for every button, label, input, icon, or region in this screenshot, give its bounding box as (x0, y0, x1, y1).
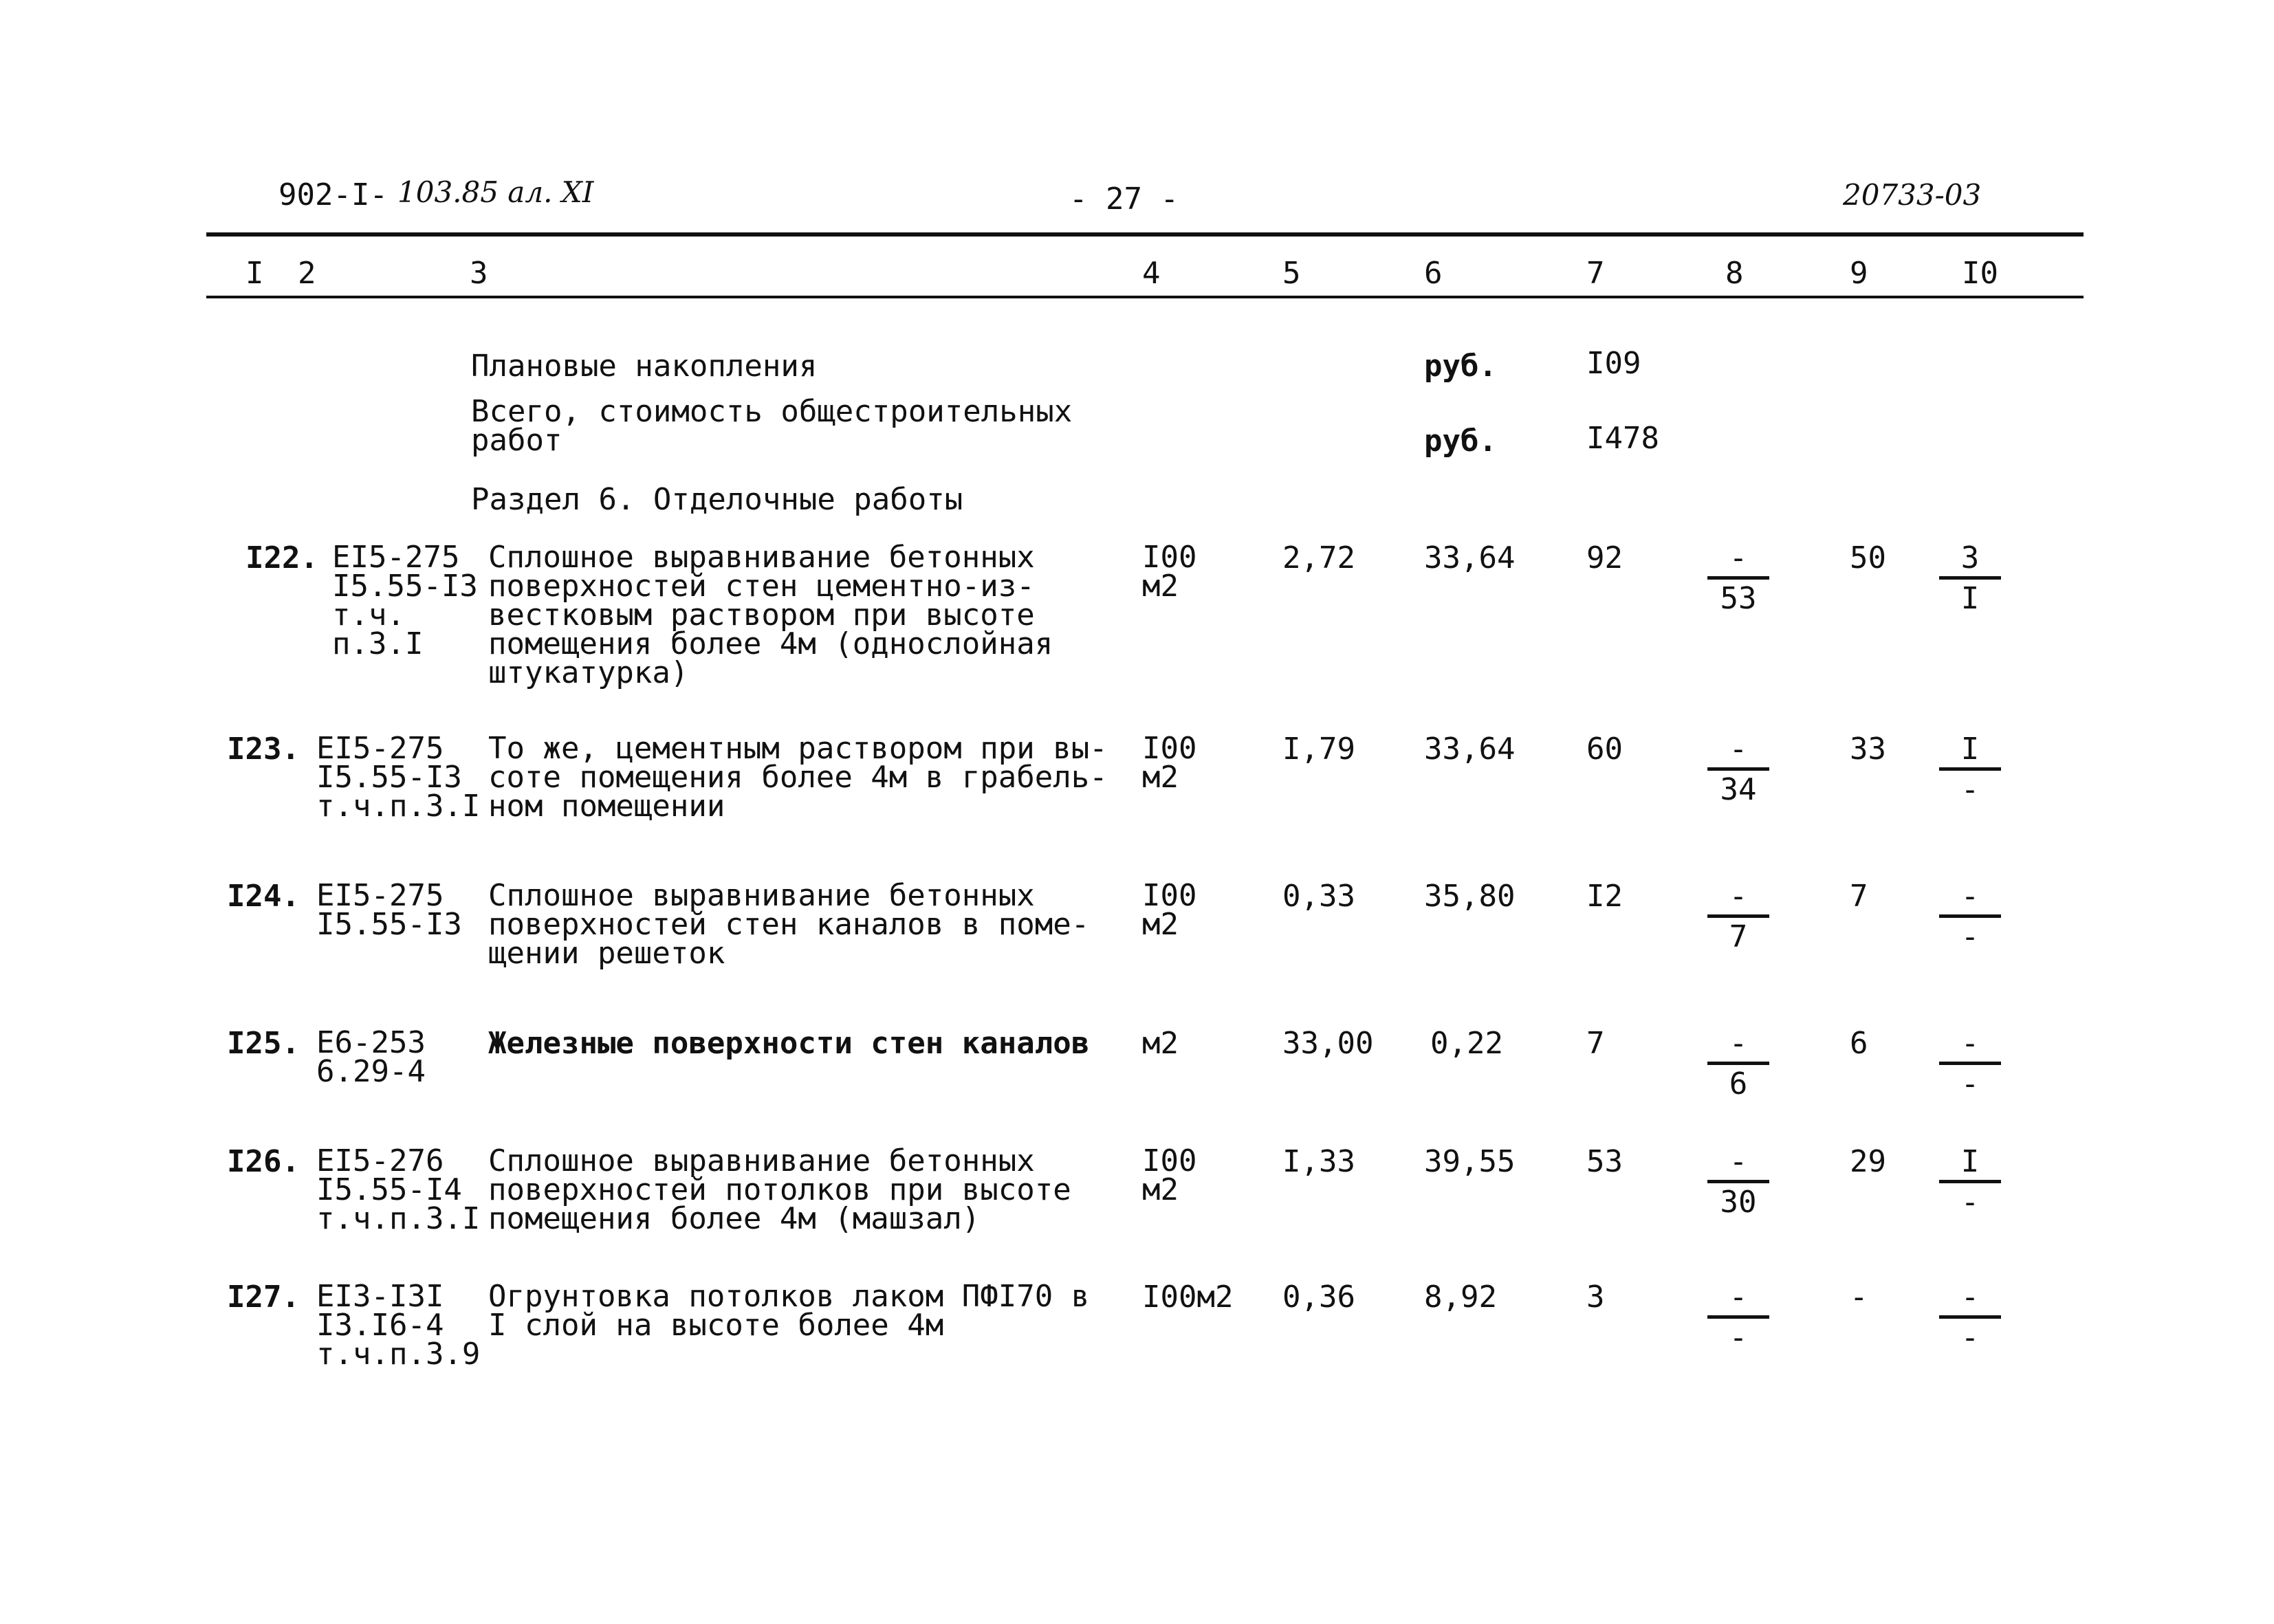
row-col8-fraction (1707, 1144, 1769, 1220)
col-header-7: 7 (1586, 256, 1605, 291)
fraction-top: - (1729, 1280, 1748, 1315)
fraction-bottom: - (1729, 1320, 1748, 1355)
fraction-bottom: - (1960, 772, 1980, 807)
row-description: Сплошное выравнивание бетонных поверхностей стен цементно-из- вестковым раствором при высоте помещения более 4м (однослойная штукатурка) (488, 540, 1053, 690)
doc-code-handwritten: 103.85 ал. XI (397, 175, 594, 209)
row-col9: 50 (1850, 540, 1886, 575)
row-description: То же, цементным раствором при вы- соте помещения более 4м в грабель- ном помещении (488, 731, 1108, 824)
col-header-6: 6 (1424, 256, 1443, 291)
row-description: Сплошное выравнивание бетонных поверхностей стен каналов в поме- щении решеток (488, 878, 1090, 971)
row-description: Железные поверхности стен каналов (488, 1026, 1090, 1061)
row-total: 7 (1586, 1026, 1605, 1061)
fraction-bar (1707, 576, 1769, 580)
row-unit-price: 33,64 (1424, 732, 1516, 767)
row-col9: 33 (1850, 732, 1886, 767)
row-code: EI5-276 I5.55-I4 т.ч.п.3.I (316, 1143, 481, 1236)
row-col10-fraction (1939, 1282, 2001, 1353)
fraction-top: - (1960, 1026, 1980, 1061)
fraction-bar (1939, 576, 2001, 580)
row-col10-fraction (1939, 881, 2001, 952)
summary-unit-1: руб. (1424, 349, 1497, 384)
fraction-bottom: - (1960, 1320, 1980, 1355)
fraction-top: - (1729, 540, 1748, 575)
row-col9: - (1850, 1280, 1868, 1315)
summary-name-2: Всего, стоимость общестроительных работ (471, 394, 1073, 458)
row-col8-fraction (1707, 1282, 1769, 1353)
row-unit-price: 35,80 (1424, 879, 1516, 914)
row-number: I22. (245, 540, 318, 575)
fraction-bar (1707, 1062, 1769, 1065)
col-header-3: 3 (470, 256, 488, 291)
row-code: EI5-275 I5.55-I3 (316, 878, 462, 942)
row-code: EI3-I3I I3.I6-4 т.ч.п.3.9 (316, 1279, 481, 1372)
row-col8-fraction (1707, 540, 1769, 616)
fraction-top: - (1729, 1144, 1748, 1179)
fraction-top: - (1960, 1280, 1980, 1315)
row-unit-price: 39,55 (1424, 1144, 1516, 1179)
row-col8-fraction (1707, 1026, 1769, 1101)
fraction-bottom: - (1960, 1185, 1980, 1220)
row-number: I25. (227, 1026, 300, 1061)
row-col8-fraction (1707, 734, 1769, 805)
col-header-2: 2 (298, 256, 316, 291)
fraction-top: 3 (1960, 540, 1980, 575)
fraction-top: - (1960, 879, 1980, 914)
fraction-bar (1939, 1315, 2001, 1319)
fraction-bar (1939, 914, 2001, 918)
fraction-bottom: 6 (1729, 1066, 1748, 1101)
row-unit-price: 0,22 (1430, 1026, 1503, 1061)
doc-code-printed: 902-I- (278, 177, 388, 212)
row-quantity: I,79 (1282, 732, 1355, 767)
col-header-9: 9 (1850, 256, 1868, 291)
fraction-bar (1707, 914, 1769, 918)
row-total: 3 (1586, 1280, 1605, 1315)
row-unit: I00 м2 (1142, 1143, 1197, 1207)
fraction-bottom: - (1960, 919, 1980, 954)
fraction-top: I (1960, 732, 1980, 767)
row-unit: I00м2 (1142, 1280, 1234, 1315)
row-unit-price: 8,92 (1424, 1280, 1497, 1315)
section-title: Раздел 6. Отделочные работы (471, 482, 963, 517)
fraction-bar (1939, 767, 2001, 771)
summary-value-2: I478 (1586, 421, 1659, 456)
row-unit: I00 м2 (1142, 878, 1197, 942)
row-col8-fraction (1707, 881, 1769, 952)
summary-value-1: I09 (1586, 346, 1641, 381)
fraction-bottom: 7 (1729, 919, 1748, 954)
fraction-bar (1939, 1180, 2001, 1183)
fraction-bottom: I (1960, 581, 1980, 616)
row-total: I2 (1586, 879, 1623, 914)
fraction-bar (1707, 767, 1769, 771)
fraction-bottom: - (1960, 1066, 1980, 1101)
col-header-4: 4 (1142, 256, 1161, 291)
header-top-rule (206, 232, 2084, 237)
row-col10-fraction (1939, 734, 2001, 805)
fraction-bottom: 53 (1720, 581, 1757, 616)
row-quantity: 0,33 (1282, 879, 1355, 914)
row-code: EI5-275 I5.55-I3 т.ч.п.3.I (316, 731, 481, 824)
fraction-bar (1707, 1180, 1769, 1183)
row-col9: 7 (1850, 879, 1868, 914)
fraction-bar (1707, 1315, 1769, 1319)
doc-number: 20733-03 (1843, 178, 1982, 212)
row-total: 53 (1586, 1144, 1623, 1179)
fraction-top: I (1960, 1144, 1980, 1179)
row-quantity: 0,36 (1282, 1280, 1355, 1315)
row-description: Огрунтовка потолков лаком ПФI70 в I слой на высоте более 4м (488, 1279, 1090, 1343)
summary-unit-2: руб. (1424, 424, 1497, 459)
col-header-8: 8 (1725, 256, 1744, 291)
row-col9: 6 (1850, 1026, 1868, 1061)
row-number: I24. (227, 879, 300, 914)
row-total: 60 (1586, 732, 1623, 767)
fraction-bar (1939, 1062, 2001, 1065)
row-total: 92 (1586, 540, 1623, 575)
fraction-bottom: 34 (1720, 772, 1757, 807)
row-description: Сплошное выравнивание бетонных поверхностей потолков при высоте помещения более 4м (машзал) (488, 1143, 1071, 1236)
row-code: E6-253 6.29-4 (316, 1025, 426, 1089)
col-header-10: I0 (1962, 256, 1998, 291)
col-header-1: I (245, 256, 264, 291)
header-bottom-rule (206, 296, 2084, 298)
row-col9: 29 (1850, 1144, 1886, 1179)
row-unit-price: 33,64 (1424, 540, 1516, 575)
fraction-top: - (1729, 879, 1748, 914)
fraction-top: - (1729, 732, 1748, 767)
row-number: I26. (227, 1144, 300, 1179)
row-quantity: I,33 (1282, 1144, 1355, 1179)
row-unit: м2 (1142, 1026, 1179, 1061)
col-header-5: 5 (1282, 256, 1301, 291)
fraction-bottom: 30 (1720, 1185, 1757, 1220)
row-code: EI5-275 I5.55-I3 т.ч. п.3.I (332, 540, 478, 661)
row-col10-fraction (1939, 1026, 2001, 1101)
row-number: I23. (227, 732, 300, 767)
row-col10-fraction (1939, 540, 2001, 616)
row-number: I27. (227, 1280, 300, 1315)
page-number: - 27 - (1069, 182, 1179, 217)
row-unit: I00 м2 (1142, 731, 1197, 795)
summary-name-1: Плановые накопления (471, 349, 818, 384)
row-quantity: 2,72 (1282, 540, 1355, 575)
row-quantity: 33,00 (1282, 1026, 1374, 1061)
row-unit: I00 м2 (1142, 540, 1197, 604)
fraction-top: - (1729, 1026, 1748, 1061)
row-col10-fraction (1939, 1144, 2001, 1220)
